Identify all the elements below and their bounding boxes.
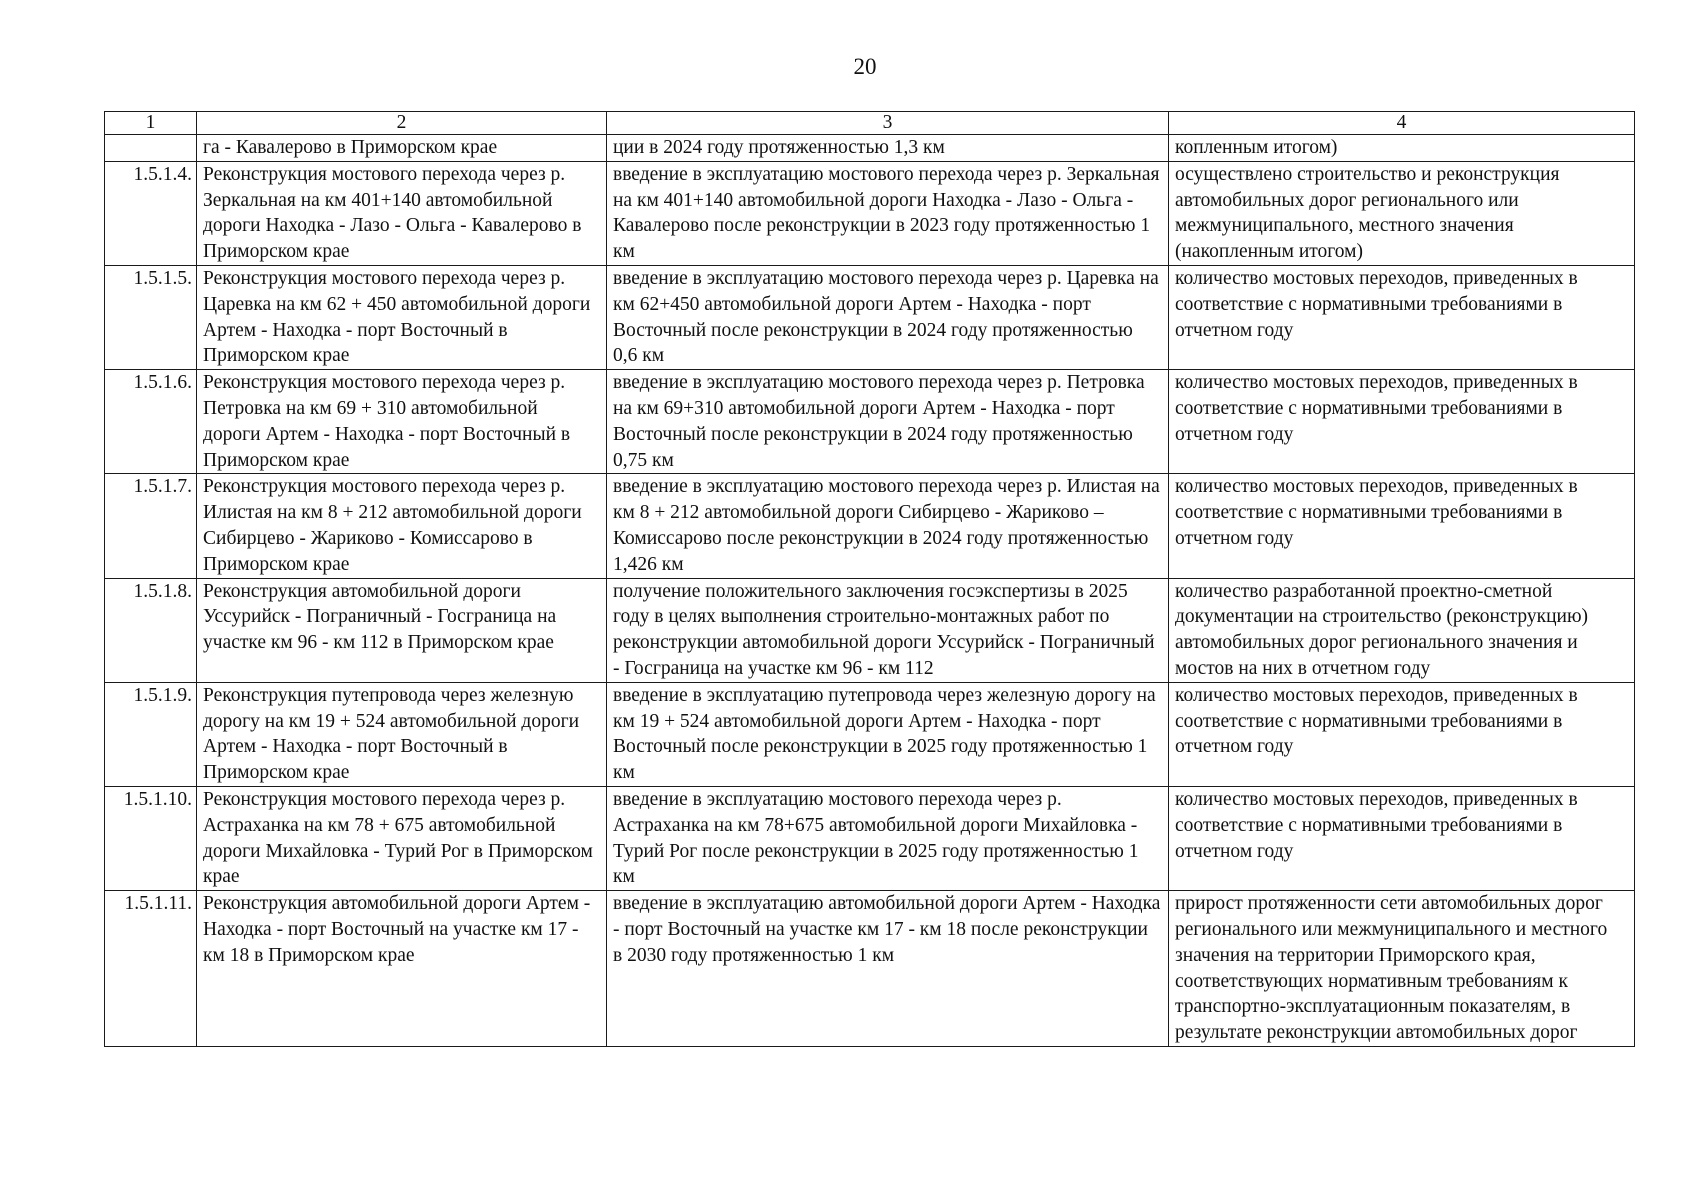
- table-header-row: [105, 112, 1635, 135]
- expected-result: введение в эксплуатацию путепровода через железную дорогу на км 19 + 524 автомобильной дороги Артем - Находка - порт Восточный после реконструкции в 2025 году протяженностью 1 км: [607, 682, 1169, 786]
- table-row: [105, 370, 1635, 474]
- row-number: 1.5.1.5.: [105, 265, 197, 369]
- measure-name: Реконструкция мостового перехода через р. Царевка на км 62 + 450 автомобильной дороги Артем - Находка - порт Восточный в Приморском крае: [197, 265, 607, 369]
- row-number: [105, 135, 197, 162]
- table-row: [105, 265, 1635, 369]
- expected-result: введение в эксплуатацию мостового перехода через р. Зеркальная на км 401+140 автомобильной дороги Находка - Лазо - Ольга - Кавалерово после реконструкции в 2023 году протяженностью 1 км: [607, 161, 1169, 265]
- measure-name: Реконструкция путепровода через железную дорогу на км 19 + 524 автомобильной дороги Артем - Находка - порт Восточный в Приморском крае: [197, 682, 607, 786]
- row-number: 1.5.1.4.: [105, 161, 197, 265]
- row-number: 1.5.1.6.: [105, 370, 197, 474]
- expected-result: введение в эксплуатацию автомобильной дороги Артем - Находка - порт Восточный на участке км 17 - км 18 после реконструкции в 2030 году протяженностью 1 км: [607, 891, 1169, 1047]
- row-number: 1.5.1.10.: [105, 786, 197, 890]
- row-number: 1.5.1.8.: [105, 578, 197, 682]
- indicator: количество разработанной проектно-сметной документации на строительство (реконструкцию) автомобильных дорог регионального значения и мостов на них в отчетном году: [1169, 578, 1635, 682]
- expected-result: введение в эксплуатацию мостового перехода через р. Царевка на км 62+450 автомобильной дороги Артем - Находка - порт Восточный после реконструкции в 2024 году протяженностью 0,6 км: [607, 265, 1169, 369]
- indicator: количество мостовых переходов, приведенных в соответствие с нормативными требованиями в отчетном году: [1169, 474, 1635, 578]
- expected-result: введение в эксплуатацию мостового перехода через р. Астраханка на км 78+675 автомобильной дороги Михайловка - Турий Рог после реконструкции в 2025 году протяженностью 1 км: [607, 786, 1169, 890]
- indicator: осуществлено строительство и реконструкция автомобильных дорог регионального или межмуниципального, местного значения (накопленным итогом): [1169, 161, 1635, 265]
- page-number: 20: [853, 54, 877, 79]
- measure-name: Реконструкция мостового перехода через р. Астраханка на км 78 + 675 автомобильной дороги Михайловка - Турий Рог в Приморском крае: [197, 786, 607, 890]
- table-row: [105, 682, 1635, 786]
- measure-name: Реконструкция мостового перехода через р. Петровка на км 69 + 310 автомобильной дороги Артем - Находка - порт Восточный в Приморском крае: [197, 370, 607, 474]
- table-row: [105, 161, 1635, 265]
- header-col-3: 3: [607, 112, 1169, 135]
- expected-result: введение в эксплуатацию мостового перехода через р. Петровка на км 69+310 автомобильной дороги Артем - Находка - порт Восточный после реконструкции в 2024 году протяженностью 0,75 км: [607, 370, 1169, 474]
- expected-result: ции в 2024 году протяженностью 1,3 км: [607, 135, 1169, 162]
- header-col-2: 2: [197, 112, 607, 135]
- row-number: 1.5.1.11.: [105, 891, 197, 1047]
- measure-name: Реконструкция автомобильной дороги Артем - Находка - порт Восточный на участке км 17 - км 18 в Приморском крае: [197, 891, 607, 1047]
- row-number: 1.5.1.7.: [105, 474, 197, 578]
- row-number: 1.5.1.9.: [105, 682, 197, 786]
- indicator: количество мостовых переходов, приведенных в соответствие с нормативными требованиями в отчетном году: [1169, 786, 1635, 890]
- indicator: количество мостовых переходов, приведенных в соответствие с нормативными требованиями в отчетном году: [1169, 682, 1635, 786]
- indicator: количество мостовых переходов, приведенных в соответствие с нормативными требованиями в отчетном году: [1169, 370, 1635, 474]
- table-row: [105, 578, 1635, 682]
- table-row-continuation: [105, 135, 1635, 162]
- measures-table: [104, 111, 1635, 1047]
- indicator: копленным итогом): [1169, 135, 1635, 162]
- expected-result: введение в эксплуатацию мостового перехода через р. Илистая на км 8 + 212 автомобильной дороги Сибирцево - Жариково – Комиссарово после реконструкции в 2024 году протяженностью 1,426 км: [607, 474, 1169, 578]
- table-row: [105, 474, 1635, 578]
- header-col-1: 1: [105, 112, 197, 135]
- measure-name: Реконструкция автомобильной дороги Уссурийск - Пограничный - Госграница на участке км 96 - км 112 в Приморском крае: [197, 578, 607, 682]
- measure-name: га - Кавалерово в Приморском крае: [197, 135, 607, 162]
- table-row: [105, 891, 1635, 1047]
- header-col-4: 4: [1169, 112, 1635, 135]
- table-row: [105, 786, 1635, 890]
- indicator: количество мостовых переходов, приведенных в соответствие с нормативными требованиями в отчетном году: [1169, 265, 1635, 369]
- measure-name: Реконструкция мостового перехода через р. Зеркальная на км 401+140 автомобильной дороги Находка - Лазо - Ольга - Кавалерово в Приморском крае: [197, 161, 607, 265]
- measure-name: Реконструкция мостового перехода через р. Илистая на км 8 + 212 автомобильной дороги Сибирцево - Жариково - Комиссарово в Приморском крае: [197, 474, 607, 578]
- expected-result: получение положительного заключения госэкспертизы в 2025 году в целях выполнения строительно-монтажных работ по реконструкции автомобильной дороги Уссурийск - Пограничный - Госграница на участке км 96 - км 112: [607, 578, 1169, 682]
- indicator: прирост протяженности сети автомобильных дорог регионального или межмуниципального и местного значения на территории Приморского края, соответствующих нормативным требованиям к транспортно-эксплуатационным показателям, в результате реконструкции автомобильных дорог: [1169, 891, 1635, 1047]
